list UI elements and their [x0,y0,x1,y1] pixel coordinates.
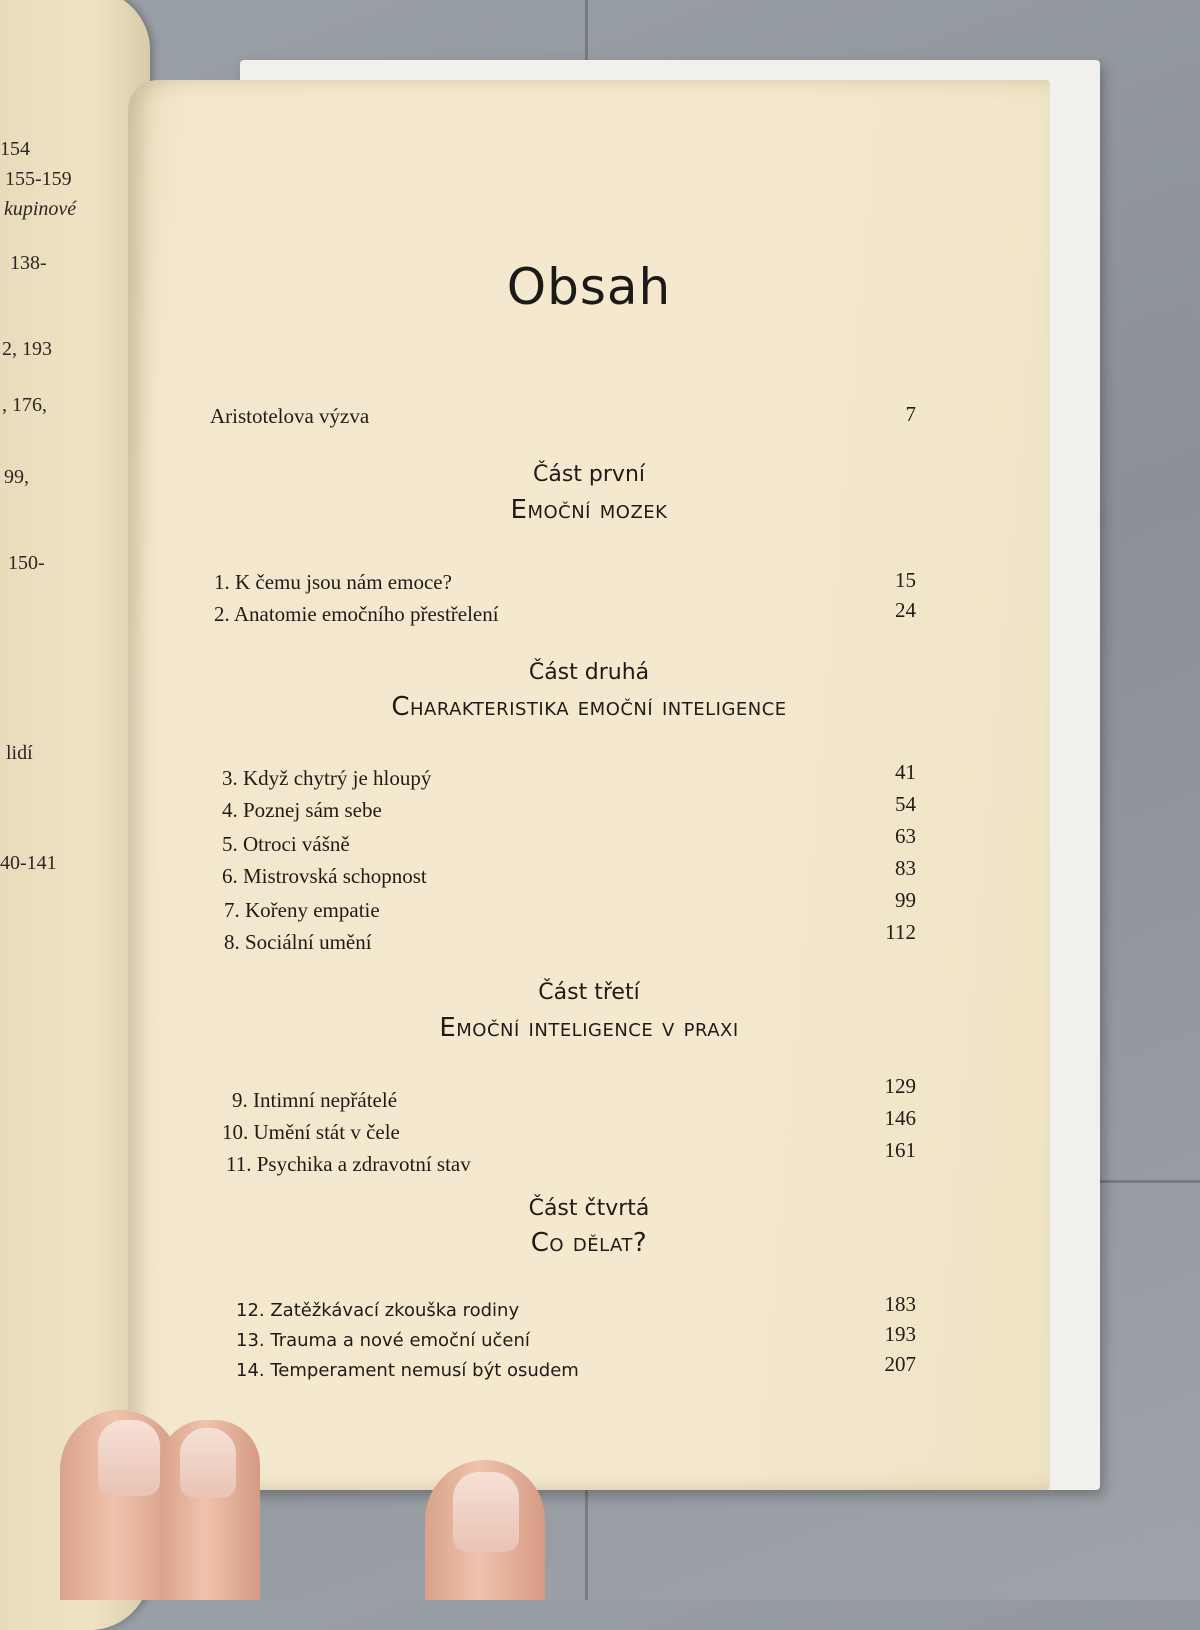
toc-entry-page: 193 [884,1322,916,1346]
finger [425,1460,545,1600]
toc-entry-label: 8. Sociální umění [224,930,372,954]
left-page-fragment: lidí [6,742,33,764]
left-page-fragment: 2, 193 [2,338,52,360]
toc-entry-page: 15 [895,568,916,592]
toc-entry-label: 9. Intimní nepřátelé [232,1088,398,1112]
toc-entry-label: Aristotelova výzva [210,404,370,428]
toc-entry-label: 6. Mistrovská schopnost [222,864,427,888]
toc-entry-page: 161 [884,1138,916,1162]
toc-entry-label: 11. Psychika a zdravotní stav [226,1152,471,1176]
toc-entry-page: 207 [884,1352,916,1376]
toc-entry-label: 7. Kořeny empatie [224,898,380,922]
toc-entry-page: 54 [895,792,916,816]
left-page-fragment: 40-141 [0,852,57,874]
toc-entry-label: 13. Trauma a nové emoční učení [236,1330,530,1351]
part-label: Část první [532,462,645,487]
toc-entry-page: 63 [895,824,916,848]
toc-entry-page: 129 [884,1074,916,1098]
toc-entry-page: 24 [895,598,916,622]
toc-entry-label: 12. Zatěžkávací zkouška rodiny [236,1300,520,1321]
toc-entry-label: 1. K čemu jsou nám emoce? [214,570,452,594]
left-page-fragment: 155-159 [5,168,72,190]
part-title: Co dělat? [530,1228,648,1258]
toc-entry-label: 4. Poznej sám sebe [222,798,382,822]
left-page-fragment: kupinové [4,198,77,220]
left-page-fragment: , 176, [2,394,47,416]
page-title: Obsah [506,258,672,316]
part-label: Část druhá [528,660,650,685]
fingernail [453,1472,519,1552]
left-page-fragment: 138- [10,252,47,274]
toc-entry-page: 112 [885,920,916,944]
toc-entry-page: 7 [905,402,916,426]
fingernail [180,1428,236,1498]
toc-entry-page: 99 [895,888,916,912]
left-page-fragment: 99, [4,466,29,488]
part-label: Část čtvrtá [528,1196,650,1221]
toc-entry-label: 10. Umění stát v čele [222,1120,400,1144]
finger [160,1420,260,1600]
toc-entry-label: 2. Anatomie emočního přestřelení [214,602,499,626]
part-label: Část třetí [538,980,640,1005]
left-page-fragment: 154 [0,138,30,160]
part-title: Charakteristika emoční inteligence [391,692,787,722]
toc-entry-page: 41 [895,760,916,784]
toc-entry-page: 146 [884,1106,916,1130]
contents-page [128,80,1050,1490]
toc-entry-page: 183 [884,1292,916,1316]
part-title: Emoční mozek [510,495,668,525]
toc-entry-label: 14. Temperament nemusí být osudem [236,1360,579,1381]
toc-entry-label: 3. Když chytrý je hloupý [222,766,432,790]
part-title: Emoční inteligence v praxi [439,1013,739,1043]
toc-entry-page: 83 [895,856,916,880]
fingernail [98,1420,160,1496]
toc-entry-label: 5. Otroci vášně [222,832,350,856]
left-page-fragment: 150- [8,552,45,574]
